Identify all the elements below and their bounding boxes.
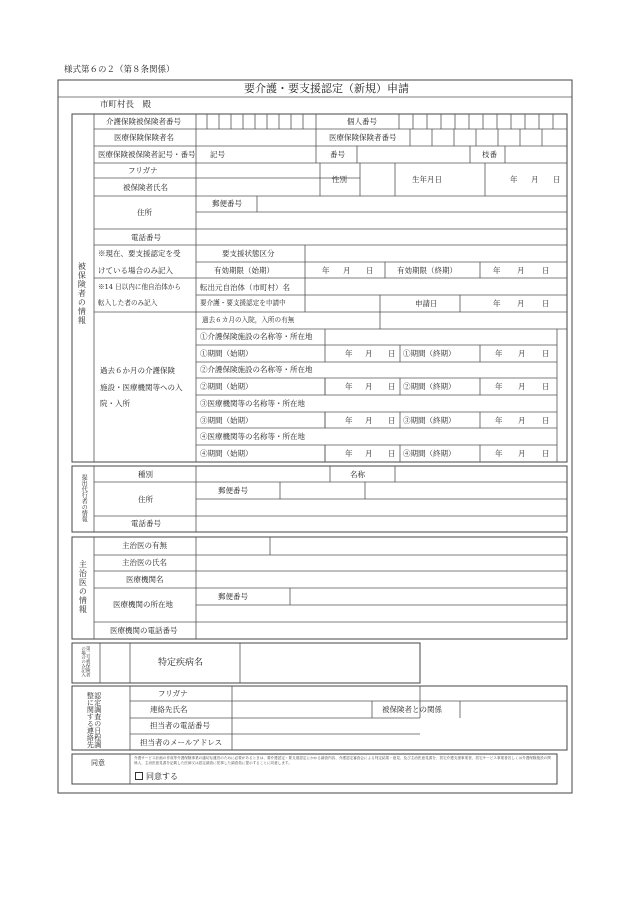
personal-number-label: 個人番号 bbox=[347, 117, 377, 126]
period-3-end-year: 年 bbox=[495, 416, 503, 425]
past-stay-note-1: 過去６か月の介護保険 bbox=[100, 366, 175, 375]
current-note-1: ※現在、要支援認定を受 bbox=[98, 249, 181, 258]
applying-flag-label: 要介護・要支援認定を申請中 bbox=[200, 299, 286, 307]
gender-label: 性別 bbox=[332, 175, 347, 184]
consent-notice: 介護サービス計画の作成等介護保険事業の適切な運営のために必要があるときは、要介護認定・要支援認定にかかる調査内容、介護認定審査会による判定結果・意見、及び主治医意見書を、居宅介護支援事業者、居宅サービス事業者若しくは介護保険施設の関係人、主治医意見書を記載した医師又は認定調査に従事した調査員に提示することに同意します。 bbox=[134, 756, 551, 765]
submitter-address-label: 住所 bbox=[138, 495, 153, 504]
prev-municipality-label: 転出元自治体（市町村）名 bbox=[200, 283, 290, 292]
relation-label: 被保険者との関係 bbox=[382, 705, 442, 714]
valid-start-month: 月 bbox=[343, 266, 351, 275]
agree-checkbox-row[interactable] bbox=[135, 772, 178, 781]
submitter-name-label: 名称 bbox=[350, 470, 365, 479]
med-insurer-label: 医療保険保険者名 bbox=[114, 133, 174, 142]
period-3-start-label: ③期間（始期） bbox=[200, 416, 253, 425]
postal-label: 郵便番号 bbox=[212, 199, 242, 208]
past-stay-note-3: 院・入所 bbox=[100, 399, 130, 408]
hospitalization-flag-label: 過去６カ月の入院，入所の有無 bbox=[202, 316, 295, 324]
valid-end-month: 月 bbox=[517, 266, 525, 275]
past-stay-note-2: 施設・医療機関等への入 bbox=[100, 383, 183, 392]
period-2-end-month: 月 bbox=[518, 382, 526, 391]
birth-year: 年 bbox=[510, 175, 518, 184]
current-note-2: けている場合のみ記入 bbox=[98, 266, 173, 275]
moved-note-2: 転入した者のみ記入 bbox=[98, 299, 158, 307]
med-insurer-no-label: 医療保険保険者番号 bbox=[329, 133, 397, 142]
birth-month: 月 bbox=[531, 175, 539, 184]
period-3-end-day: 日 bbox=[542, 416, 550, 425]
institution-phone-label: 医療機関の電話番号 bbox=[110, 626, 178, 635]
valid-start-day: 日 bbox=[366, 266, 374, 275]
submitter-phone-label: 電話番号 bbox=[131, 519, 161, 528]
period-4-end-day: 日 bbox=[542, 449, 550, 458]
branch-label: 枝番 bbox=[482, 150, 497, 159]
facility-3-label: ③医療機関等の名称等・所在地 bbox=[200, 399, 305, 408]
agree-checkbox[interactable] bbox=[135, 772, 143, 780]
period-2-start-day: 日 bbox=[388, 382, 396, 391]
period-2-start-label: ②期間（始期） bbox=[200, 382, 253, 391]
institution-label: 医療機関名 bbox=[126, 575, 164, 584]
period-1-end-label: ①期間（終期） bbox=[403, 349, 456, 358]
facility-4-label: ④医療機関等の名称等・所在地 bbox=[200, 432, 305, 441]
contact-email-label: 担当者のメールアドレス bbox=[140, 738, 223, 747]
apply-date-day: 日 bbox=[542, 299, 550, 308]
period-4-start-day: 日 bbox=[388, 449, 396, 458]
period-2-end-day: 日 bbox=[542, 382, 550, 391]
period-4-end-label: ④期間（終期） bbox=[403, 449, 456, 458]
furigana-label: フリガナ bbox=[128, 166, 158, 175]
period-1-start-month: 月 bbox=[365, 349, 373, 358]
period-3-start-month: 月 bbox=[365, 416, 373, 425]
addressee: 市町村長 殿 bbox=[100, 100, 152, 110]
form-title: 要介護・要支援認定（新規）申請 bbox=[244, 82, 409, 95]
symbol-label: 記号 bbox=[210, 150, 225, 159]
apply-date-label: 申請日 bbox=[415, 299, 438, 308]
doctor-name-label: 主治医の氏名 bbox=[122, 558, 167, 567]
period-3-start-day: 日 bbox=[388, 416, 396, 425]
form-code: 様式第６の２（第８条関係） bbox=[64, 65, 175, 75]
period-2-start-month: 月 bbox=[365, 382, 373, 391]
facility-2-label: ②介護保険施設の名称等・所在地 bbox=[200, 365, 313, 374]
period-2-end-year: 年 bbox=[495, 382, 503, 391]
contact-furigana-label: フリガナ bbox=[158, 689, 188, 698]
period-3-start-year: 年 bbox=[345, 416, 353, 425]
valid-start-label: 有効期限（始期） bbox=[214, 266, 274, 275]
valid-start-year: 年 bbox=[322, 266, 330, 275]
contact-name-label: 連絡先氏名 bbox=[150, 705, 188, 714]
period-4-start-month: 月 bbox=[365, 449, 373, 458]
period-4-end-year: 年 bbox=[495, 449, 503, 458]
period-4-start-label: ④期間（始期） bbox=[200, 449, 253, 458]
agree-label: 同意する bbox=[146, 772, 178, 781]
period-1-end-month: 月 bbox=[518, 349, 526, 358]
apply-date-year: 年 bbox=[493, 299, 501, 308]
doctor-postal-label: 郵便番号 bbox=[218, 592, 248, 601]
period-1-end-day: 日 bbox=[542, 349, 550, 358]
institution-address-label: 医療機関の所在地 bbox=[113, 600, 173, 609]
contact-section-label: 認定調査の日程調整に関する連絡先 bbox=[86, 692, 102, 748]
period-1-start-year: 年 bbox=[345, 349, 353, 358]
period-2-start-year: 年 bbox=[345, 382, 353, 391]
period-4-end-month: 月 bbox=[518, 449, 526, 458]
apply-date-month: 月 bbox=[517, 299, 525, 308]
period-1-start-day: 日 bbox=[388, 349, 396, 358]
support-category-label: 要支援状態区分 bbox=[222, 249, 275, 258]
valid-end-label: 有効期限（終期） bbox=[397, 266, 457, 275]
care-number-label: 介護保険被保険者番号 bbox=[106, 117, 181, 126]
period-2-end-label: ②期間（終期） bbox=[403, 382, 456, 391]
number-label: 番号 bbox=[330, 150, 345, 159]
submitter-postal-label: 郵便番号 bbox=[218, 486, 248, 495]
period-3-end-month: 月 bbox=[518, 416, 526, 425]
insured-name-label: 被保険者氏名 bbox=[123, 183, 168, 192]
birth-label: 生年月日 bbox=[412, 175, 442, 184]
birth-day: 日 bbox=[553, 175, 561, 184]
period-1-start-label: ①期間（始期） bbox=[200, 349, 253, 358]
facility-1-label: ①介護保険施設の名称等・所在地 bbox=[200, 332, 313, 341]
contact-phone-label: 担当者の電話番号 bbox=[150, 721, 210, 730]
consent-section-label: 同意 bbox=[91, 759, 105, 767]
moved-note-1: ※14 日以内に他自治体から bbox=[98, 283, 182, 291]
insured-section-label: 被保険者の情報 bbox=[77, 262, 87, 325]
disease-box bbox=[72, 643, 420, 683]
disease-section-label: 第二号被保険者の場合のみ記入 bbox=[80, 646, 91, 677]
submitter-section-label: 提出代行者の情報 bbox=[80, 474, 88, 522]
submitter-type-label: 種別 bbox=[138, 470, 153, 479]
valid-end-year: 年 bbox=[493, 266, 501, 275]
period-3-end-label: ③期間（終期） bbox=[403, 416, 456, 425]
period-1-end-year: 年 bbox=[495, 349, 503, 358]
valid-end-day: 日 bbox=[542, 266, 550, 275]
med-symbol-label: 医療保険被保険者記号・番号 bbox=[98, 150, 196, 159]
period-4-start-year: 年 bbox=[345, 449, 353, 458]
doctor-section-label: 主治医の情報 bbox=[78, 560, 88, 614]
phone-label: 電話番号 bbox=[131, 233, 161, 242]
address-label: 住所 bbox=[137, 208, 152, 217]
specific-disease-label: 特定疾病名 bbox=[158, 658, 204, 668]
doctor-exists-label: 主治医の有無 bbox=[122, 541, 167, 550]
